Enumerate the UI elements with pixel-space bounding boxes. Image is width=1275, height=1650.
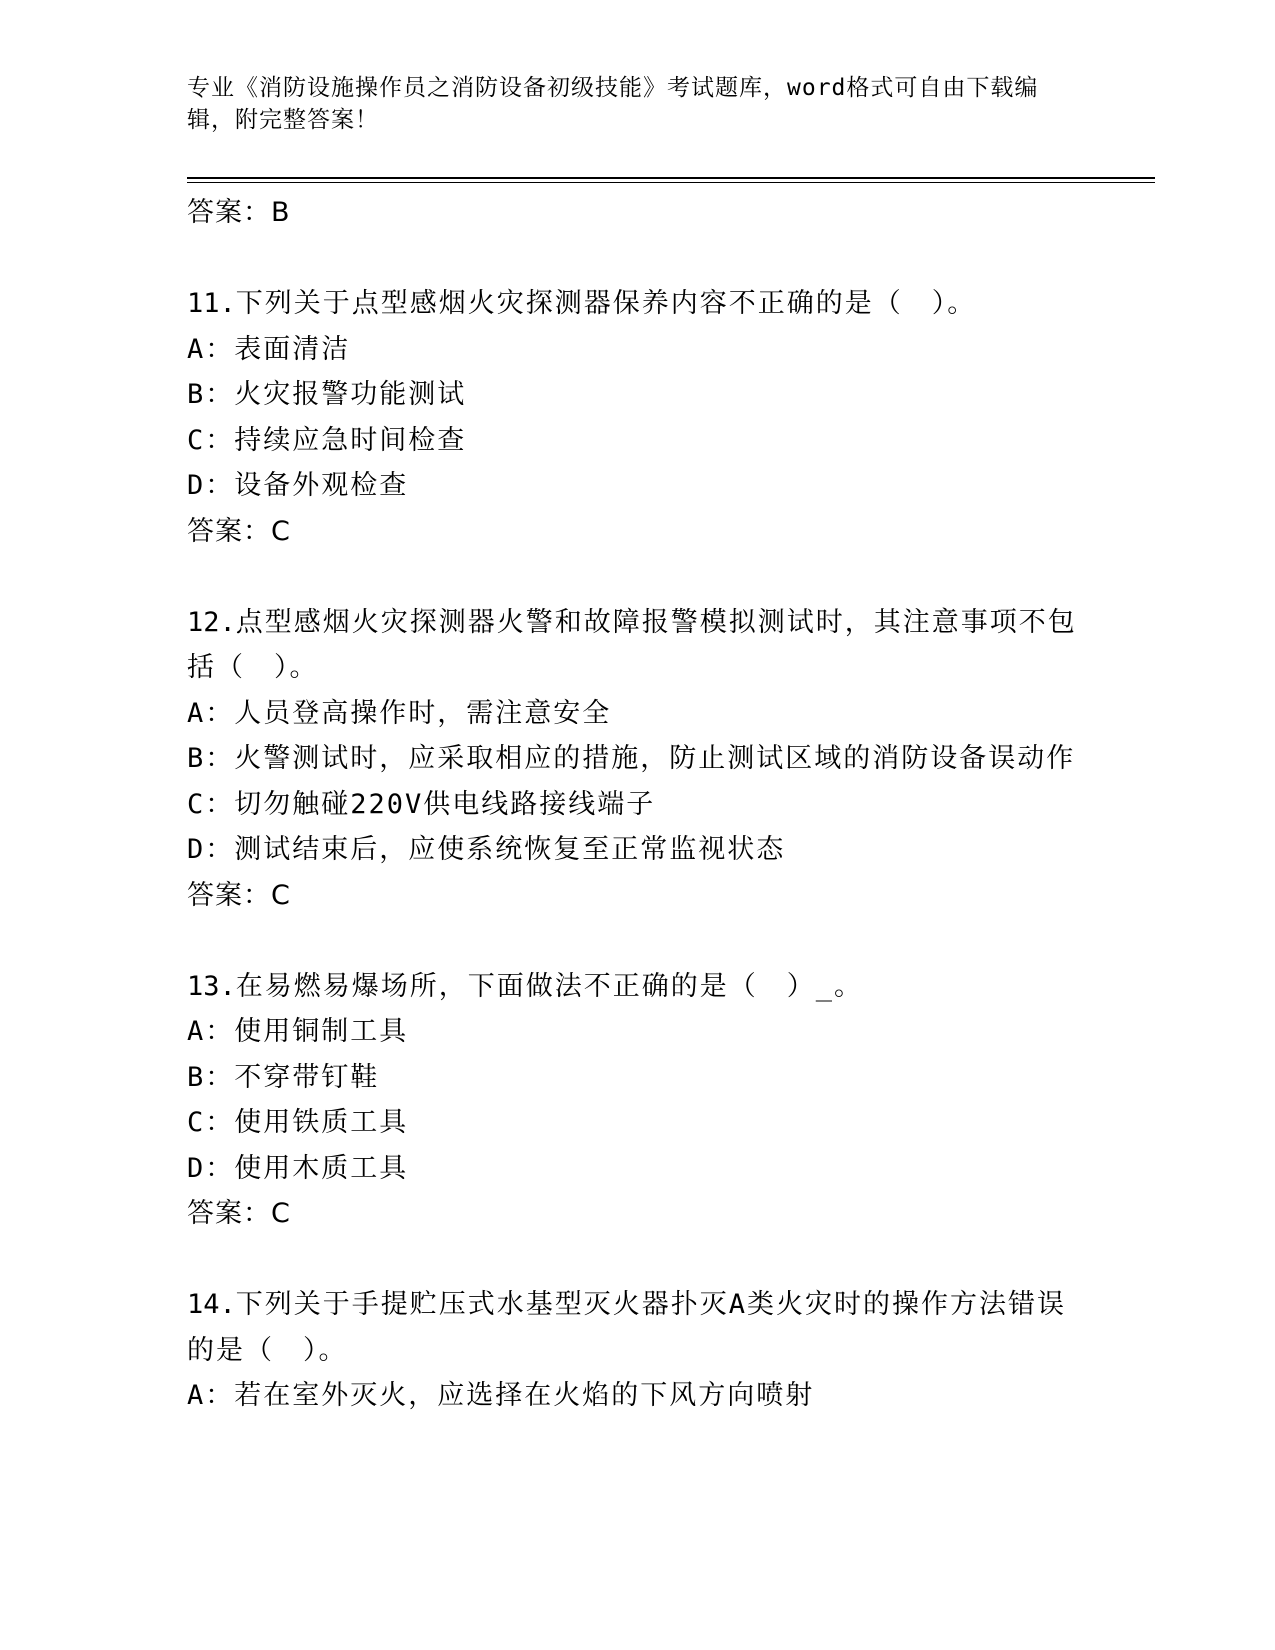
question-number: 13. [187, 970, 236, 1002]
question-text [187, 964, 1077, 1010]
option-b: B：不穿带钉鞋 [187, 1061, 380, 1093]
option-c: C：使用铁质工具 [187, 1107, 409, 1138]
option-b: B：火灾报警功能测试 [187, 379, 467, 410]
question-stem: 下列关于手提贮压式水基型灭火器扑灭A类火灾时的操作方法错误的是（ ）。 [187, 1289, 1067, 1366]
question-item [187, 1282, 1087, 1419]
option-b: B：火警测试时，应采取相应的措施，防止测试区域的消防设备误动作 [187, 743, 1076, 774]
option-c: C：持续应急时间检查 [187, 424, 467, 456]
option-d: D：测试结束后，应使系统恢复至正常监视状态 [187, 834, 786, 865]
header-divider [187, 177, 1155, 179]
question-number: 14. [187, 1289, 236, 1320]
option-a: A：人员登高操作时，需注意安全 [187, 697, 612, 729]
answer-line: 答案：B [187, 197, 291, 228]
answer-line: 答案：C [187, 879, 291, 911]
question-number: 12. [187, 606, 236, 638]
question-item [187, 281, 1087, 554]
option-a: A：若在室外灭火，应选择在火焰的下风方向喷射 [187, 1380, 815, 1411]
option-a: A：使用铜制工具 [187, 1016, 409, 1047]
question-text [187, 600, 1077, 691]
answer-line: 答案：C [187, 515, 291, 547]
question-item [187, 964, 1087, 1237]
header-divider-thin [187, 182, 1155, 183]
question-stem: 点型感烟火灾探测器火警和故障报警模拟测试时，其注意事项不包括（ ）。 [187, 606, 1077, 683]
option-a: A：表面清洁 [187, 333, 351, 365]
option-d: D：设备外观检查 [187, 470, 409, 501]
question-item [187, 600, 1087, 918]
question-text [187, 281, 1077, 327]
question-text [187, 1282, 1077, 1373]
question-list [187, 190, 1087, 1419]
answer-line: 答案：C [187, 1198, 291, 1229]
question-stem: 在易燃易爆场所，下面做法不正确的是（ ）_。 [235, 970, 864, 1002]
option-d: D：使用木质工具 [187, 1152, 409, 1184]
question-stem: 下列关于点型感烟火灾探测器保养内容不正确的是（ ）。 [235, 288, 977, 319]
option-c: C：切勿触碰220V供电线路接线端子 [187, 788, 656, 820]
document-header: 专业《消防设施操作员之消防设备初级技能》考试题库，word格式可自由下载编辑，附完整答案！ [187, 75, 1039, 133]
question-number: 11. [187, 288, 236, 319]
